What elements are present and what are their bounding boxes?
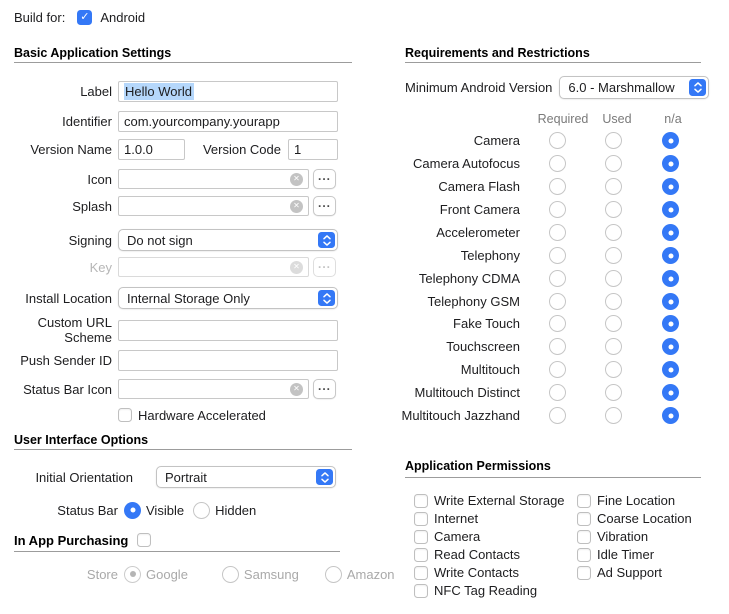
- required-column-header: Required: [537, 112, 589, 126]
- iap-checkbox[interactable]: [137, 533, 151, 547]
- initial-orientation-value: Portrait: [165, 469, 207, 485]
- status-bar-row: [14, 501, 256, 519]
- stepper-icon: [318, 290, 335, 306]
- custom-url-scheme-label: [14, 315, 112, 345]
- initial-orientation-select[interactable]: [156, 466, 336, 488]
- splash-input[interactable]: [118, 196, 309, 216]
- icon-input[interactable]: [118, 169, 309, 189]
- ui-options-divider: [14, 449, 352, 450]
- used-radio[interactable]: [605, 315, 622, 332]
- requirement-row: [395, 155, 705, 172]
- iap-title: In App Purchasing: [14, 532, 129, 548]
- used-radio[interactable]: [605, 224, 622, 241]
- required-radio[interactable]: [549, 293, 566, 310]
- min-android-version-value: 6.0 - Marshmallow: [568, 80, 675, 95]
- permission-row: [577, 511, 692, 526]
- permission-row: [414, 493, 565, 508]
- used-radio[interactable]: [605, 247, 622, 264]
- permission-row: [577, 493, 675, 508]
- required-radio[interactable]: [549, 270, 566, 287]
- requirement-row: [395, 315, 705, 332]
- basic-settings-divider: [14, 62, 352, 63]
- required-radio[interactable]: [549, 132, 566, 149]
- na-radio[interactable]: [662, 132, 679, 149]
- status-bar-icon-label: Status Bar Icon: [23, 381, 112, 397]
- store-amazon-radio: [325, 566, 342, 583]
- required-radio[interactable]: [549, 338, 566, 355]
- permission-checkbox[interactable]: [414, 494, 428, 508]
- permission-checkbox[interactable]: [577, 530, 591, 544]
- requirement-row: [395, 407, 705, 424]
- requirement-label: Touchscreen: [446, 339, 520, 354]
- permission-row: [577, 565, 662, 580]
- used-radio[interactable]: [605, 132, 622, 149]
- store-samsung-label: Samsung: [243, 566, 299, 582]
- requirement-row: [395, 178, 705, 195]
- min-android-version-label: Minimum Android Version: [405, 80, 553, 95]
- label-field-label: Label: [80, 84, 112, 99]
- requirement-label: Camera Autofocus: [413, 156, 520, 171]
- key-input: [118, 257, 309, 277]
- icon-field-label: Icon: [87, 171, 112, 187]
- install-location-value: Internal Storage Only: [127, 290, 250, 306]
- requirement-label: Multitouch Distinct: [414, 385, 520, 400]
- permission-row: [577, 529, 648, 544]
- requirement-label: Accelerometer: [436, 225, 520, 240]
- permission-label: Read Contacts: [434, 547, 520, 562]
- build-for-row: [14, 8, 145, 26]
- stepper-icon: [689, 79, 706, 96]
- label-input[interactable]: [118, 81, 338, 102]
- na-radio[interactable]: [662, 407, 679, 424]
- na-radio[interactable]: [662, 384, 679, 401]
- identifier-input[interactable]: [118, 111, 338, 132]
- label-row: [14, 81, 338, 102]
- permission-label: Camera: [434, 529, 481, 544]
- requirements-title: Requirements and Restrictions: [405, 46, 590, 60]
- required-radio[interactable]: [549, 224, 566, 241]
- signing-label: Signing: [68, 232, 112, 248]
- used-radio[interactable]: [605, 155, 622, 172]
- requirement-row: [395, 132, 705, 149]
- na-radio[interactable]: [662, 201, 679, 218]
- label-input-value: Hello World: [125, 84, 192, 99]
- clear-glyph: ✕: [293, 201, 300, 210]
- required-radio[interactable]: [549, 201, 566, 218]
- requirement-label: Telephony CDMA: [418, 271, 520, 286]
- required-radio[interactable]: [549, 315, 566, 332]
- requirement-row: [395, 338, 705, 355]
- version-code-label: Version Code: [202, 142, 281, 157]
- store-amazon-label: Amazon: [346, 566, 395, 582]
- icon-row: [14, 169, 336, 189]
- status-bar-hidden-label: Hidden: [215, 502, 257, 518]
- required-radio[interactable]: [549, 361, 566, 378]
- identifier-row: [14, 111, 338, 132]
- permissions-title: Application Permissions: [405, 459, 551, 473]
- permission-label: Coarse Location: [597, 511, 692, 526]
- permission-row: [414, 565, 519, 580]
- clear-icon[interactable]: [290, 200, 303, 213]
- permission-checkbox[interactable]: [414, 530, 428, 544]
- permission-label: Fine Location: [597, 493, 676, 508]
- key-browse-button: ...: [313, 257, 336, 277]
- identifier-input-value: com.yourcompany.yourapp: [124, 114, 280, 129]
- requirement-row: [395, 361, 705, 378]
- hardware-accelerated-checkbox[interactable]: [118, 408, 132, 422]
- initial-orientation-label: Initial Orientation: [35, 469, 133, 485]
- requirement-label: Camera: [473, 133, 520, 148]
- basic-settings-title: Basic Application Settings: [14, 46, 172, 60]
- permission-label: Ad Support: [597, 565, 663, 580]
- version-name-input[interactable]: [118, 139, 185, 160]
- used-radio[interactable]: [605, 384, 622, 401]
- permission-label: Vibration: [597, 529, 649, 544]
- status-bar-label: Status Bar: [57, 502, 118, 518]
- permission-row: [577, 547, 654, 562]
- required-radio[interactable]: [549, 178, 566, 195]
- clear-icon: [290, 261, 303, 274]
- permission-label: NFC Tag Reading: [434, 583, 538, 598]
- stepper-icon: [318, 232, 335, 248]
- na-radio[interactable]: [662, 155, 679, 172]
- na-radio[interactable]: [662, 293, 679, 310]
- splash-row: [14, 196, 336, 216]
- hardware-accelerated-label: Hardware Accelerated: [138, 407, 266, 423]
- status-bar-visible-radio[interactable]: [124, 502, 141, 519]
- status-bar-icon-browse-button[interactable]: ...: [313, 379, 336, 399]
- permission-row: [414, 547, 520, 562]
- splash-field-label: Splash: [72, 198, 112, 214]
- permission-checkbox[interactable]: [577, 548, 591, 562]
- requirement-label: Camera Flash: [438, 179, 520, 194]
- requirements-divider: [405, 62, 701, 63]
- push-sender-id-input[interactable]: [118, 350, 338, 371]
- permission-row: [414, 583, 537, 598]
- required-radio[interactable]: [549, 247, 566, 264]
- status-bar-icon-input[interactable]: [118, 379, 309, 399]
- used-radio[interactable]: [605, 270, 622, 287]
- used-radio[interactable]: [605, 361, 622, 378]
- permission-checkbox[interactable]: [414, 566, 428, 580]
- permission-checkbox[interactable]: [414, 548, 428, 562]
- permission-label: Write Contacts: [434, 565, 520, 580]
- permission-label: Idle Timer: [597, 547, 655, 562]
- status-bar-visible-label: Visible: [146, 502, 185, 518]
- key-row: [14, 257, 336, 277]
- store-samsung-radio: [222, 566, 239, 583]
- requirement-row: [395, 224, 705, 241]
- install-location-label: Install Location: [25, 290, 112, 306]
- initial-orientation-row: [14, 466, 336, 488]
- clear-glyph: ✕: [293, 262, 300, 271]
- version-name-value: 1.0.0: [124, 142, 153, 157]
- clear-icon[interactable]: [290, 383, 303, 396]
- status-bar-hidden-radio[interactable]: [193, 502, 210, 519]
- build-for-platform-label: Android: [100, 9, 146, 25]
- splash-browse-button[interactable]: ...: [313, 196, 336, 216]
- permissions-divider: [405, 477, 701, 478]
- used-radio[interactable]: [605, 338, 622, 355]
- requirement-row: [395, 270, 705, 287]
- install-location-select[interactable]: [118, 287, 338, 309]
- custom-url-scheme-label-line2: Scheme: [64, 330, 112, 345]
- na-column-header: n/a: [664, 112, 682, 126]
- stepper-icon: [316, 469, 333, 485]
- install-location-row: [14, 287, 338, 309]
- hardware-accelerated-row: [14, 407, 266, 423]
- identifier-field-label: Identifier: [62, 114, 112, 129]
- used-radio[interactable]: [605, 407, 622, 424]
- requirement-row: [395, 384, 705, 401]
- push-sender-id-row: [14, 350, 338, 371]
- signing-row: [14, 229, 338, 251]
- permission-label: Write External Storage: [434, 493, 565, 508]
- required-radio[interactable]: [549, 407, 566, 424]
- na-radio[interactable]: [662, 338, 679, 355]
- used-radio[interactable]: [605, 178, 622, 195]
- na-radio[interactable]: [662, 224, 679, 241]
- build-for-label: Build for:: [14, 9, 66, 25]
- build-for-checkbox[interactable]: [77, 10, 92, 25]
- store-google-label: Google: [146, 566, 188, 582]
- requirement-label: Telephony GSM: [427, 294, 520, 309]
- requirement-row: [395, 201, 705, 218]
- na-radio[interactable]: [662, 247, 679, 264]
- permission-checkbox[interactable]: [577, 494, 591, 508]
- requirement-label: Front Camera: [439, 202, 520, 217]
- na-radio[interactable]: [662, 178, 679, 195]
- iap-title-row: [14, 532, 151, 548]
- permission-checkbox[interactable]: [577, 566, 591, 580]
- signing-select[interactable]: [118, 229, 338, 251]
- permission-checkbox[interactable]: [414, 512, 428, 526]
- required-radio[interactable]: [549, 384, 566, 401]
- permission-label: Internet: [434, 511, 479, 526]
- store-label: Store: [86, 566, 118, 582]
- required-radio[interactable]: [549, 155, 566, 172]
- clear-glyph: ✕: [293, 174, 300, 183]
- requirement-row: [395, 293, 705, 310]
- custom-url-scheme-input[interactable]: [118, 320, 338, 341]
- used-radio[interactable]: [605, 201, 622, 218]
- clear-icon[interactable]: [290, 173, 303, 186]
- icon-browse-button[interactable]: ...: [313, 169, 336, 189]
- version-name-label: Version Name: [30, 142, 112, 157]
- permission-row: [414, 511, 478, 526]
- requirement-label: Multitouch Jazzhand: [401, 408, 520, 423]
- requirement-row: [395, 247, 705, 264]
- version-code-value: 1: [294, 142, 302, 157]
- checkmark-icon: ✓: [80, 10, 90, 23]
- min-android-version-select[interactable]: [559, 76, 709, 99]
- na-radio[interactable]: [662, 270, 679, 287]
- push-sender-id-label: Push Sender ID: [20, 353, 112, 368]
- requirement-label: Multitouch: [460, 362, 520, 377]
- signing-value: Do not sign: [127, 232, 193, 248]
- permission-checkbox[interactable]: [414, 584, 428, 598]
- min-android-version-row: [405, 76, 709, 99]
- version-row: [14, 139, 338, 160]
- used-column-header: Used: [602, 112, 632, 126]
- used-radio[interactable]: [605, 293, 622, 310]
- store-google-radio: [124, 566, 141, 583]
- ui-options-title: User Interface Options: [14, 433, 149, 447]
- version-code-input[interactable]: [288, 139, 338, 160]
- store-row: [14, 565, 395, 583]
- status-bar-icon-row: [14, 379, 336, 399]
- permission-checkbox[interactable]: [577, 512, 591, 526]
- custom-url-scheme-row: [14, 316, 338, 344]
- requirement-label: Telephony: [460, 248, 520, 263]
- requirement-label: Fake Touch: [453, 316, 520, 331]
- permission-row: [414, 529, 480, 544]
- na-radio[interactable]: [662, 361, 679, 378]
- custom-url-scheme-label-line1: Custom URL: [37, 315, 112, 330]
- na-radio[interactable]: [662, 315, 679, 332]
- clear-glyph: ✕: [293, 384, 300, 393]
- key-field-label: Key: [89, 259, 112, 275]
- iap-divider: [14, 551, 340, 552]
